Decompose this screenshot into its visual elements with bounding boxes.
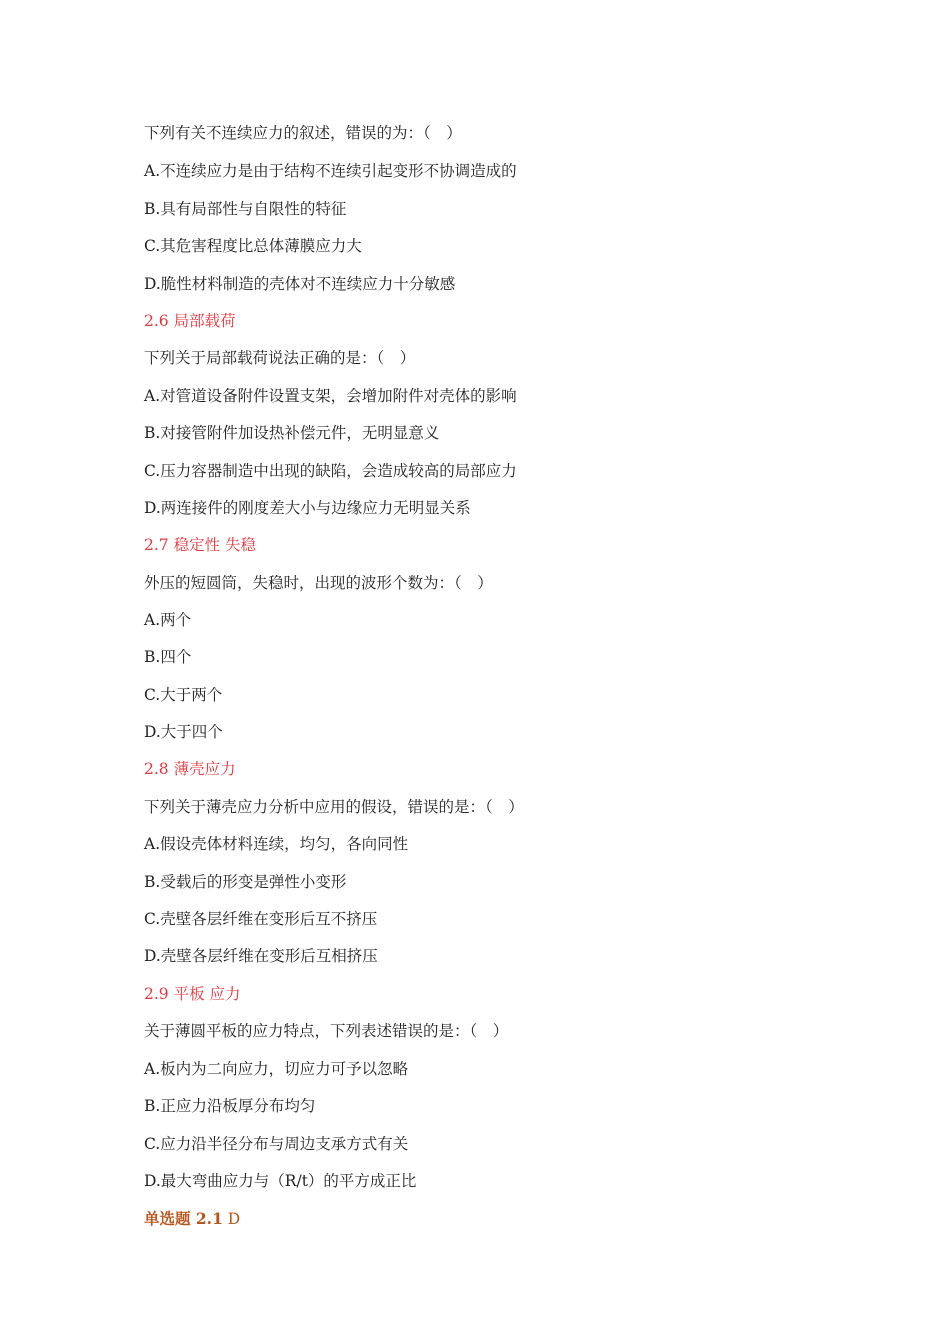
- answer-line: [144, 1209, 240, 1229]
- option-c: C.压力容器制造中出现的缺陷，会造成较高的局部应力: [144, 462, 517, 480]
- answer-value: D: [222, 1210, 241, 1228]
- section-heading: 2.7 稳定性 失稳: [144, 536, 257, 554]
- option-b: B.四个: [144, 648, 192, 666]
- option-b: B.正应力沿板厚分布均匀: [144, 1097, 316, 1115]
- option-c: C.壳壁各层纤维在变形后互不挤压: [144, 910, 378, 928]
- section-heading: 2.6 局部载荷: [144, 312, 236, 330]
- question-stem: 下列关于薄壳应力分析中应用的假设，错误的是：（ ）: [144, 798, 524, 816]
- question-stem: 下列关于局部载荷说法正确的是：（ ）: [144, 349, 416, 367]
- option-c: C.大于两个: [144, 686, 223, 704]
- section-heading: 2.8 薄壳应力: [144, 760, 236, 778]
- question-stem: 关于薄圆平板的应力特点，下列表述错误的是：（ ）: [144, 1022, 509, 1040]
- section-heading: 2.9 平板 应力: [144, 985, 241, 1003]
- option-d: D.两连接件的刚度差大小与边缘应力无明显关系: [144, 499, 471, 517]
- answer-label: 单选题 2.1: [144, 1209, 223, 1228]
- option-c: C.其危害程度比总体薄膜应力大: [144, 237, 362, 255]
- option-a: A.板内为二向应力，切应力可予以忽略: [144, 1060, 409, 1078]
- option-d: D.大于四个: [144, 723, 223, 741]
- option-a: A.不连续应力是由于结构不连续引起变形不协调造成的: [144, 162, 517, 180]
- question-stem: 下列有关不连续应力的叙述，错误的为：（ ）: [144, 124, 462, 142]
- option-c: C.应力沿半径分布与周边支承方式有关: [144, 1135, 409, 1153]
- option-d: D.壳壁各层纤维在变形后互相挤压: [144, 947, 378, 965]
- option-a: A.假设壳体材料连续，均匀，各向同性: [144, 835, 409, 853]
- option-a: A.对管道设备附件设置支架，会增加附件对壳体的影响: [144, 387, 517, 405]
- option-b: B.具有局部性与自限性的特征: [144, 200, 347, 218]
- option-d: D.脆性材料制造的壳体对不连续应力十分敏感: [144, 275, 456, 293]
- option-b: B.受载后的形变是弹性小变形: [144, 873, 347, 891]
- question-stem: 外压的短圆筒，失稳时，出现的波形个数为：（ ）: [144, 574, 493, 592]
- option-b: B.对接管附件加设热补偿元件，无明显意义: [144, 424, 440, 442]
- option-a: A.两个: [144, 611, 192, 629]
- option-d: D.最大弯曲应力与（R/t）的平方成正比: [144, 1172, 417, 1190]
